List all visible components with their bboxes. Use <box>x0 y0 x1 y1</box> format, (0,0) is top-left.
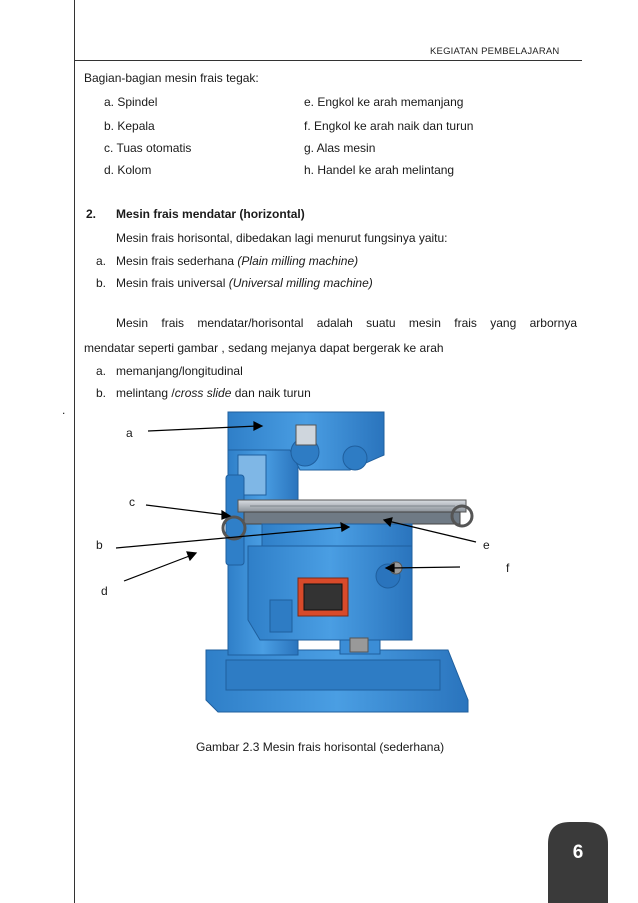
figure-label-d: d <box>101 584 108 598</box>
list-item: h. Handel ke arah melintang <box>304 163 455 177</box>
stray-mark: . <box>62 403 66 417</box>
section2-intro: Mesin frais horisontal, dibedakan lagi menurut fungsinya yaitu: <box>116 231 448 245</box>
list-item: melintang /cross slide dan naik turun <box>116 386 311 400</box>
section-heading: Mesin frais mendatar (horizontal) <box>116 207 305 221</box>
section-number: 2. <box>86 207 97 221</box>
figure-label-b: b <box>96 538 103 552</box>
list-item: g. Alas mesin <box>304 141 376 155</box>
figure-label-f: f <box>506 561 510 575</box>
list-item: d. Kolom <box>104 163 152 177</box>
list-marker: a. <box>96 254 107 268</box>
list-item: a. Spindel <box>104 95 158 109</box>
figure-caption: Gambar 2.3 Mesin frais horisontal (sederhana) <box>196 740 445 754</box>
list-item: f. Engkol ke arah naik dan turun <box>304 119 474 133</box>
list-item: b. Kepala <box>104 119 155 133</box>
paragraph-line: Mesin frais mendatar/horisontal adalah suatu mesin frais yang arbornya <box>116 316 577 330</box>
list-item: Mesin frais universal (Universal milling machine) <box>116 276 373 290</box>
figure-label-c: c <box>129 495 135 509</box>
figure-label-a: a <box>126 426 133 440</box>
page-header: KEGIATAN PEMBELAJARAN <box>430 46 560 57</box>
list-item: c. Tuas otomatis <box>104 141 192 155</box>
list-item: e. Engkol ke arah memanjang <box>304 95 464 109</box>
section1-intro: Bagian-bagian mesin frais tegak: <box>84 71 259 85</box>
list-item: memanjang/longitudinal <box>116 364 243 378</box>
page-number: 6 <box>572 842 584 863</box>
list-marker: a. <box>96 364 107 378</box>
paragraph-line: mendatar seperti gambar , sedang mejanya dapat bergerak ke arah <box>84 341 444 355</box>
list-marker: b. <box>96 386 107 400</box>
figure-label-e: e <box>483 538 490 552</box>
list-marker: b. <box>96 276 107 290</box>
list-item: Mesin frais sederhana (Plain milling machine) <box>116 254 359 268</box>
